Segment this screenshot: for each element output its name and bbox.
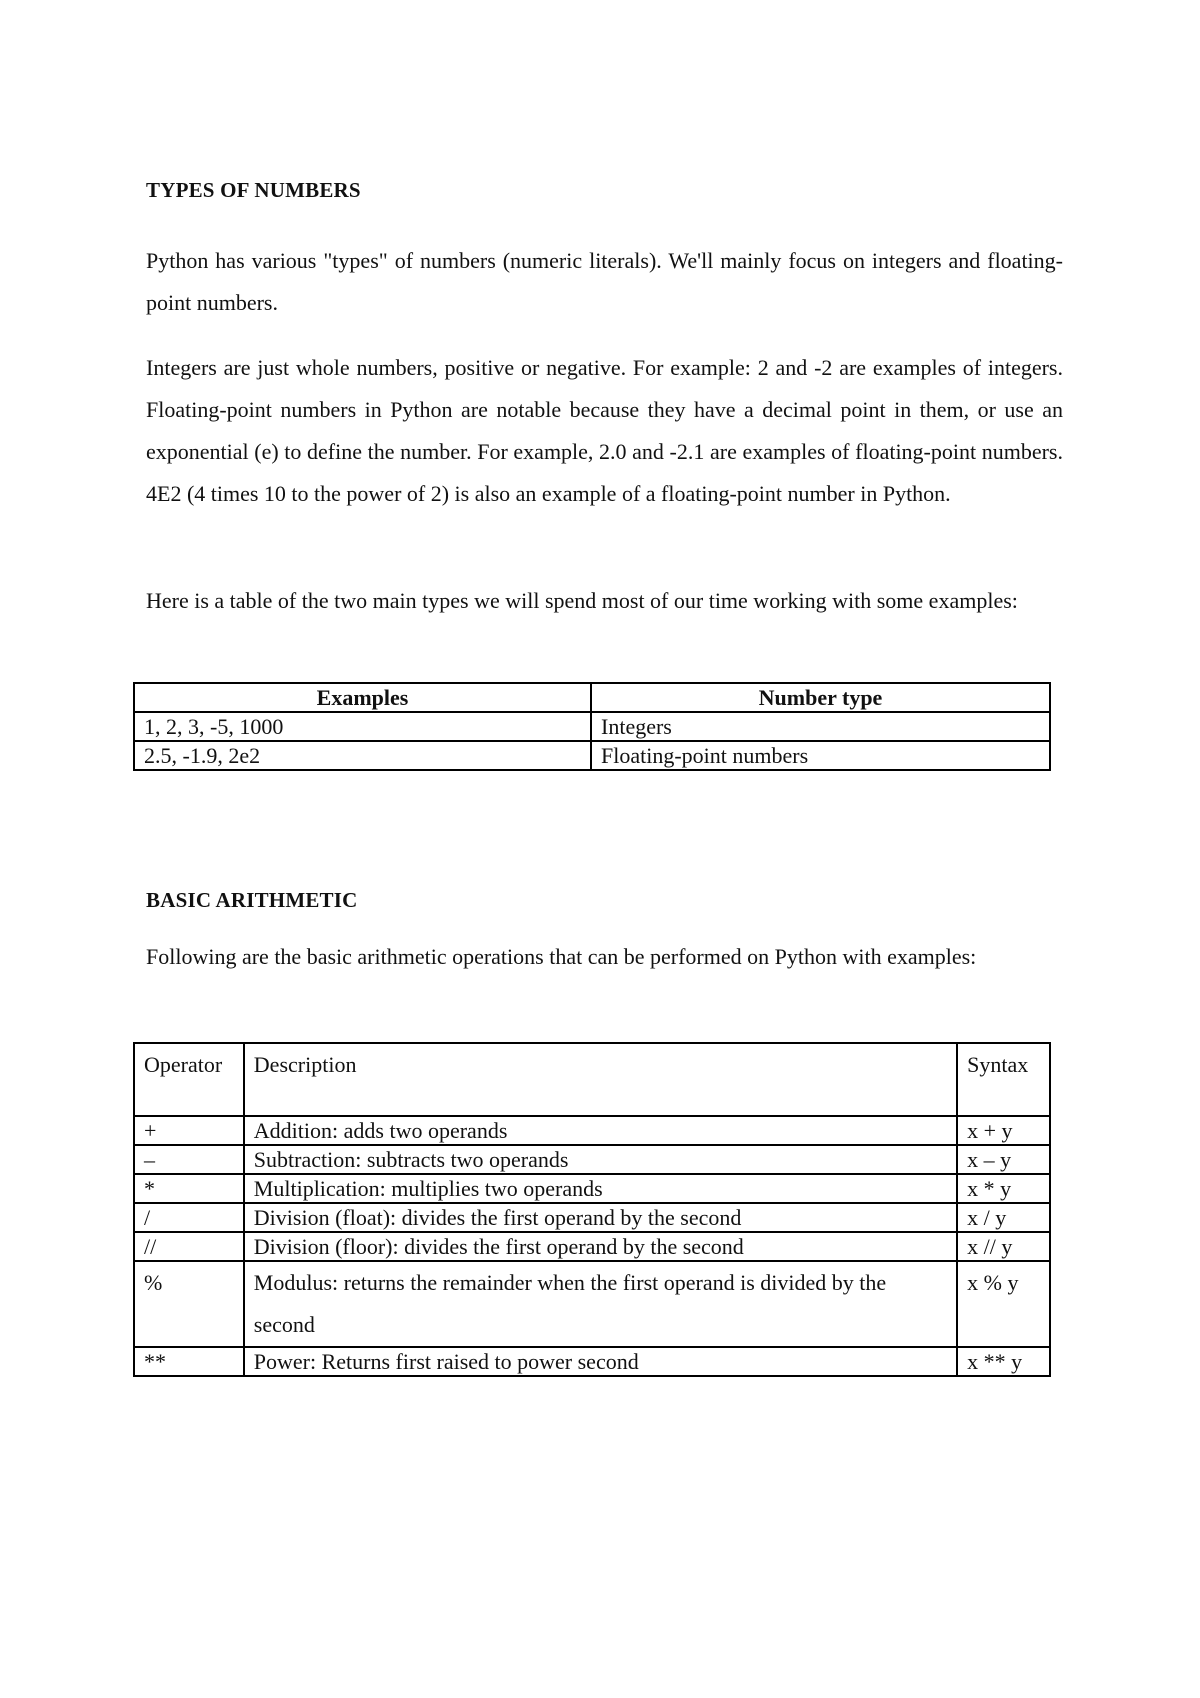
operator-cell: + (134, 1116, 244, 1145)
operator-cell: ** (134, 1347, 244, 1376)
table-row (134, 1232, 1050, 1261)
basic-arithmetic-heading: BASIC ARITHMETIC (146, 888, 358, 912)
types-intro-paragraph: Python has various "types" of numbers (numeric literals). We'll mainly focus on integers and floating-point numbers. (146, 248, 1063, 315)
operator-cell: % (134, 1261, 244, 1347)
syntax-cell: x % y (957, 1261, 1050, 1347)
table-row (134, 1145, 1050, 1174)
operator-cell: – (134, 1145, 244, 1174)
table-row (134, 1203, 1050, 1232)
description-cell: Addition: adds two operands (244, 1116, 957, 1145)
syntax-header: Syntax (957, 1043, 1050, 1116)
examples-cell: 2.5, -1.9, 2e2 (134, 741, 591, 770)
table-header-row (134, 683, 1050, 712)
table-row (134, 1116, 1050, 1145)
description-cell: Division (floor): divides the first operand by the second (244, 1232, 957, 1261)
number-type-cell: Integers (591, 712, 1050, 741)
examples-header: Examples (134, 683, 591, 712)
operator-cell: / (134, 1203, 244, 1232)
description-cell: Division (float): divides the first operand by the second (244, 1203, 957, 1232)
description-cell: Power: Returns first raised to power second (244, 1347, 957, 1376)
operator-header: Operator (134, 1043, 244, 1116)
table-row (134, 712, 1050, 741)
description-cell: Subtraction: subtracts two operands (244, 1145, 957, 1174)
syntax-cell: x * y (957, 1174, 1050, 1203)
operator-cell: // (134, 1232, 244, 1261)
examples-cell: 1, 2, 3, -5, 1000 (134, 712, 591, 741)
syntax-cell: x ** y (957, 1347, 1050, 1376)
types-of-numbers-heading: TYPES OF NUMBERS (146, 178, 361, 202)
number-types-table (133, 682, 1051, 771)
number-type-header: Number type (591, 683, 1050, 712)
description-cell: Modulus: returns the remainder when the first operand is divided by the second (244, 1261, 957, 1347)
description-header: Description (244, 1043, 957, 1116)
integers-floats-paragraph: Integers are just whole numbers, positive or negative. For example: 2 and -2 are examples of integers. Floating-point numbers in Python are notable because they have a decimal point in them, or use an exponential (e) to define the number. For example, 2.0 and -2.1 are examples of floating-point numbers. 4E2 (4 times 10 to the power of 2) is also an example of a floating-point number in Python. (146, 355, 1063, 506)
description-cell: Multiplication: multiplies two operands (244, 1174, 957, 1203)
syntax-cell: x + y (957, 1116, 1050, 1145)
table-row (134, 1174, 1050, 1203)
table-row (134, 741, 1050, 770)
syntax-cell: x // y (957, 1232, 1050, 1261)
syntax-cell: x / y (957, 1203, 1050, 1232)
arithmetic-operators-table (133, 1042, 1051, 1377)
table-row (134, 1347, 1050, 1376)
number-type-cell: Floating-point numbers (591, 741, 1050, 770)
arithmetic-intro-paragraph: Following are the basic arithmetic operations that can be performed on Python with examples: (146, 944, 977, 969)
table-row (134, 1261, 1050, 1347)
operator-cell: * (134, 1174, 244, 1203)
syntax-cell: x – y (957, 1145, 1050, 1174)
table-intro-paragraph: Here is a table of the two main types we will spend most of our time working with some examples: (146, 588, 1018, 613)
table-header-row (134, 1043, 1050, 1116)
